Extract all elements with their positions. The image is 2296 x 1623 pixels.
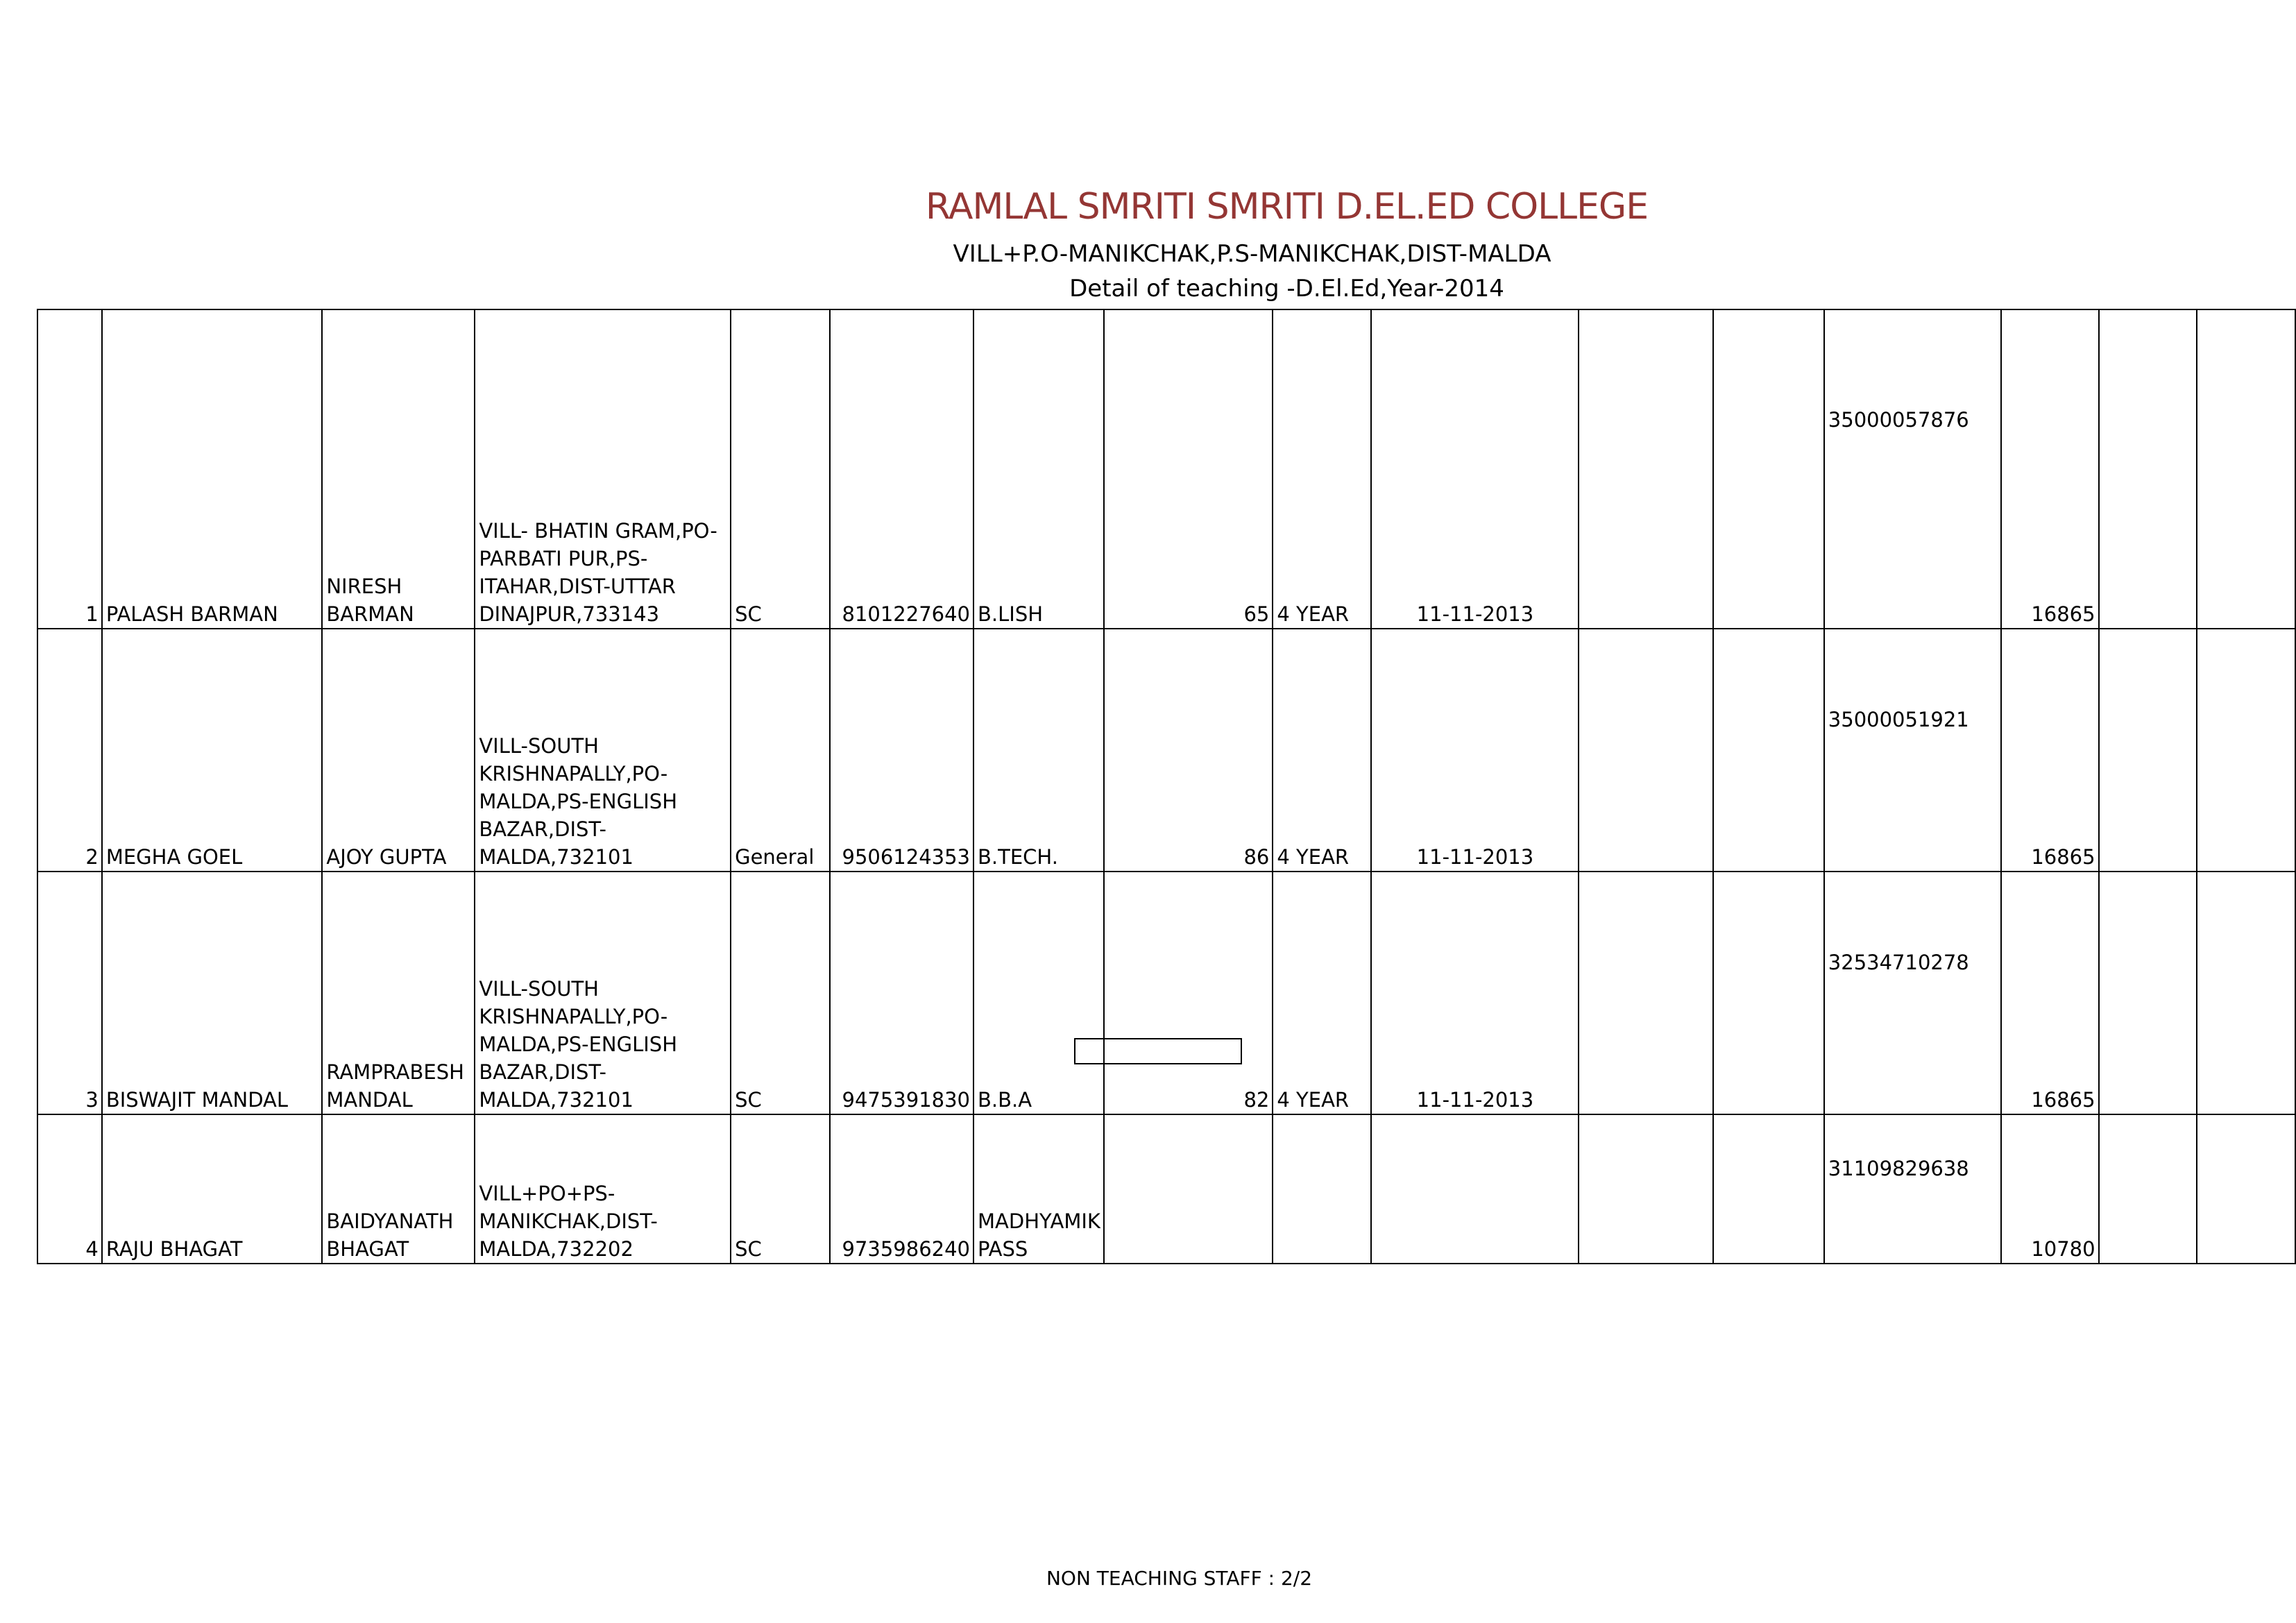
salary-cell: 16865 [2001,309,2099,629]
table-row [37,872,2295,1114]
empty-cell [2099,872,2197,1114]
marks-cell: 82 [1104,872,1273,1114]
empty-cell [1713,629,1824,872]
address-cell: VILL- BHATIN GRAM,PO-PARBATI PUR,PS-ITAHAR,DIST-UTTAR DINAJPUR,733143 [475,309,731,629]
empty-box [1074,1038,1242,1064]
category-cell: SC [731,309,830,629]
table-row [37,1114,2295,1264]
empty-cell [1579,629,1714,872]
serial-cell: 4 [37,1114,102,1264]
name-cell: MEGHA GOEL [102,629,323,872]
phone-cell: 8101227640 [830,309,973,629]
qualification-cell: B.B.A [973,872,1104,1114]
marks-cell [1104,1114,1273,1264]
father-name-cell: BAIDYANATH BHAGAT [322,1114,475,1264]
date-cell: 11-11-2013 [1371,309,1578,629]
date-cell [1371,1114,1578,1264]
empty-cell [1579,1114,1714,1264]
empty-cell [2197,1114,2295,1264]
empty-cell [1713,872,1824,1114]
phone-cell: 9506124353 [830,629,973,872]
serial-cell: 3 [37,872,102,1114]
duration-cell: 4 YEAR [1273,309,1371,629]
empty-cell [2197,629,2295,872]
date-cell: 11-11-2013 [1371,629,1578,872]
account-cell: 35000057876 [1824,309,2001,629]
qualification-cell: MADHYAMIK PASS [973,1114,1104,1264]
marks-cell: 86 [1104,629,1273,872]
name-cell: BISWAJIT MANDAL [102,872,323,1114]
duration-cell [1273,1114,1371,1264]
qualification-cell: B.LISH [973,309,1104,629]
empty-cell [1713,309,1824,629]
college-address: VILL+P.O-MANIKCHAK,P.S-MANIKCHAK,DIST-MALDA [953,240,1551,268]
category-cell: SC [731,872,830,1114]
phone-cell: 9735986240 [830,1114,973,1264]
serial-cell: 1 [37,309,102,629]
empty-cell [2099,1114,2197,1264]
account-cell: 32534710278 [1824,872,2001,1114]
duration-cell: 4 YEAR [1273,872,1371,1114]
document-subtitle: Detail of teaching -D.El.Ed,Year-2014 [1069,275,1504,303]
table-row [37,629,2295,872]
qualification-cell: B.TECH. [973,629,1104,872]
father-name-cell: RAMPRABESH MANDAL [322,872,475,1114]
empty-cell [2197,872,2295,1114]
marks-cell: 65 [1104,309,1273,629]
father-name-cell: AJOY GUPTA [322,629,475,872]
staff-table [37,309,2296,1264]
address-cell: VILL-SOUTH KRISHNAPALLY,PO-MALDA,PS-ENGLISH BAZAR,DIST-MALDA,732101 [475,629,731,872]
page-footer: NON TEACHING STAFF : 2/2 [1046,1567,1313,1590]
duration-cell: 4 YEAR [1273,629,1371,872]
account-cell: 35000051921 [1824,629,2001,872]
empty-cell [2197,309,2295,629]
empty-cell [1713,1114,1824,1264]
empty-cell [1579,309,1714,629]
name-cell: RAJU BHAGAT [102,1114,323,1264]
serial-cell: 2 [37,629,102,872]
empty-cell [1579,872,1714,1114]
college-name: RAMLAL SMRITI SMRITI D.EL.ED COLLEGE [925,186,1649,228]
phone-cell: 9475391830 [830,872,973,1114]
account-cell: 31109829638 [1824,1114,2001,1264]
date-cell: 11-11-2013 [1371,872,1578,1114]
salary-cell: 16865 [2001,629,2099,872]
name-cell: PALASH BARMAN [102,309,323,629]
address-cell: VILL-SOUTH KRISHNAPALLY,PO-MALDA,PS-ENGLISH BAZAR,DIST-MALDA,732101 [475,872,731,1114]
salary-cell: 10780 [2001,1114,2099,1264]
category-cell: General [731,629,830,872]
category-cell: SC [731,1114,830,1264]
empty-cell [2099,629,2197,872]
salary-cell: 16865 [2001,872,2099,1114]
empty-cell [2099,309,2197,629]
table-row [37,309,2295,629]
father-name-cell: NIRESH BARMAN [322,309,475,629]
address-cell: VILL+PO+PS-MANIKCHAK,DIST-MALDA,732202 [475,1114,731,1264]
